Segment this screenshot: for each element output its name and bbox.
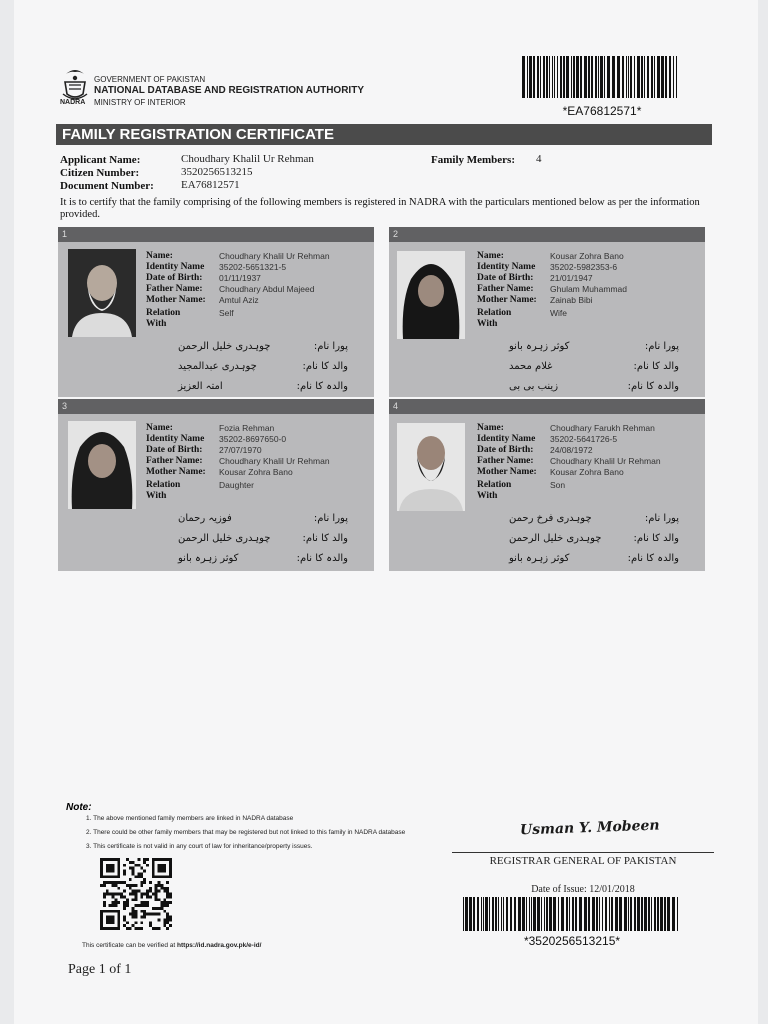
urdu-mother: امتہ العزیز [178,381,223,392]
father-label: Father Name: [477,456,534,466]
urdu-mother: کوثر زہرہ بانو [509,553,570,564]
with-label: With [477,491,498,501]
note-item-1: 1. The above mentioned family members are linked in NADRA database [86,815,294,822]
name-label: Name: [477,251,504,261]
urdu-mother-label: والدہ کا نام: [296,553,348,564]
member-name: Kousar Zohra Bano [550,251,624,261]
identity-label: Identity Name [146,434,205,444]
citizen-number-label: Citizen Number: [60,167,140,179]
member-number: 2 [389,227,705,242]
member-name: Choudhary Khalil Ur Rehman [219,251,330,261]
member-dob: 21/01/1947 [550,273,593,283]
identity-label: Identity Name [477,262,536,272]
name-label: Name: [146,423,173,433]
name-label: Name: [146,251,173,261]
member-father: Choudhary Abdul Majeed [219,284,315,294]
with-label: With [477,319,498,329]
member-mother: Kousar Zohra Bano [219,467,293,477]
urdu-mother: زینب بی بی [509,381,559,392]
urdu-mother-label: والدہ کا نام: [627,381,679,392]
document-barcode [522,56,682,98]
urdu-mother-label: والدہ کا نام: [627,553,679,564]
issue-date: Date of Issue: 12/01/2018 [531,884,635,895]
identity-label: Identity Name [146,262,205,272]
verification-prefix: This certificate can be verified at [82,942,178,949]
name-label: Name: [477,423,504,433]
member-photo [68,249,136,337]
member-photo [68,421,136,509]
urdu-name: چوہدری خلیل الرحمن [178,341,271,352]
member-number: 1 [58,227,374,242]
member-identity: 35202-5641726-5 [550,434,618,444]
page-number: Page 1 of 1 [68,962,132,977]
with-label: With [146,319,167,329]
member-card-1 [58,227,374,397]
document-number: EA76812571 [181,179,240,191]
member-father: Choudhary Khalil Ur Rehman [550,456,661,466]
urdu-mother: کوثر زہرہ بانو [178,553,239,564]
page-title: FAMILY REGISTRATION CERTIFICATE [56,124,712,145]
verification-qr-code [94,858,178,930]
urdu-father-label: والد کا نام: [633,361,679,372]
family-members-label: Family Members: [431,154,515,166]
document-barcode-text: *EA76812571* [562,104,642,118]
father-label: Father Name: [146,284,203,294]
dob-label: Date of Birth: [477,273,534,283]
urdu-name-label: پورا نام: [644,341,679,352]
member-father: Ghulam Muhammad [550,284,628,294]
certification-statement: It is to certify that the family comprising of the following members is registered in NADRA with the particulars mentioned below as per the information provided. [60,197,700,220]
urdu-father: چوہدری خلیل الرحمن [509,533,602,544]
verification-link[interactable]: https://id.nadra.gov.pk/e-id/ [177,942,262,949]
member-photo [397,251,465,339]
identity-label: Identity Name [477,434,536,444]
header-line-2: NATIONAL DATABASE AND REGISTRATION AUTHORITY [94,85,364,96]
dob-label: Date of Birth: [146,273,203,283]
header-line-3: MINISTRY OF INTERIOR [94,98,186,107]
urdu-mother-label: والدہ کا نام: [296,381,348,392]
urdu-name: فوزیہ رحمان [178,513,232,524]
member-identity: 35202-5651321-5 [219,262,287,272]
mother-label: Mother Name: [146,467,206,477]
member-identity: 35202-5982353-6 [550,262,618,272]
registrar-signature: Usman Y. Mobeen [519,817,660,839]
mother-label: Mother Name: [477,295,537,305]
citizen-number: 3520256513215 [181,166,253,178]
verification-note [82,942,261,949]
registrar-title: REGISTRAR GENERAL OF PAKISTAN [489,855,677,867]
urdu-father-label: والد کا نام: [302,533,348,544]
member-relation: Self [219,308,234,318]
member-dob: 27/07/1970 [219,445,262,455]
urdu-father-label: والد کا نام: [302,361,348,372]
applicant-name: Choudhary Khalil Ur Rehman [181,153,314,165]
relation-label: Relation [146,308,181,318]
urdu-name-label: پورا نام: [313,513,348,524]
member-number: 3 [58,399,374,414]
member-number: 4 [389,399,705,414]
dob-label: Date of Birth: [146,445,203,455]
urdu-father: چوہدری خلیل الرحمن [178,533,271,544]
header-line-1: GOVERNMENT OF PAKISTAN [94,75,206,84]
urdu-name-label: پورا نام: [313,341,348,352]
member-identity: 35202-8697650-0 [219,434,287,444]
member-mother: Kousar Zohra Bano [550,467,624,477]
family-members-count: 4 [536,153,542,165]
citizen-barcode-text: *3520256513215* [523,934,621,948]
urdu-name: کوثر زہرہ بانو [509,341,570,352]
applicant-name-label: Applicant Name: [60,154,141,166]
relation-label: Relation [146,480,181,490]
member-name: Fozia Rehman [219,423,275,433]
relation-label: Relation [477,480,512,490]
member-mother: Zainab Bibi [550,295,593,305]
member-relation: Son [550,480,566,490]
signature-line [452,852,714,853]
with-label: With [146,491,167,501]
member-name: Choudhary Farukh Rehman [550,423,655,433]
urdu-name: چوہدری فرخ رحمن [509,513,592,524]
urdu-father: چوہدری عبدالمجید [178,361,257,372]
member-photo [397,423,465,511]
mother-label: Mother Name: [477,467,537,477]
note-item-3: 3. This certificate is not valid in any court of law for inheritance/property issues. [86,843,313,850]
nadra-logo-text: NADRA [60,99,86,106]
member-card-3 [58,399,374,571]
member-card-2 [389,227,705,397]
member-card-4 [389,399,705,571]
member-dob: 24/08/1972 [550,445,593,455]
document-number-label: Document Number: [60,180,154,192]
urdu-father: غلام محمد [509,361,553,372]
member-relation: Daughter [219,480,254,490]
member-dob: 01/11/1937 [219,273,261,283]
mother-label: Mother Name: [146,295,206,305]
father-label: Father Name: [477,284,534,294]
urdu-father-label: والد کا نام: [633,533,679,544]
note-item-2: 2. There could be other family members that may be registered but not linked to this family in NADRA database [86,829,406,836]
member-father: Choudhary Khalil Ur Rehman [219,456,330,466]
note-title: Note: [66,802,92,813]
member-relation: Wife [550,308,567,318]
dob-label: Date of Birth: [477,445,534,455]
urdu-name-label: پورا نام: [644,513,679,524]
member-mother: Amtul Aziz [219,295,259,305]
father-label: Father Name: [146,456,203,466]
citizen-barcode [463,897,681,931]
relation-label: Relation [477,308,512,318]
